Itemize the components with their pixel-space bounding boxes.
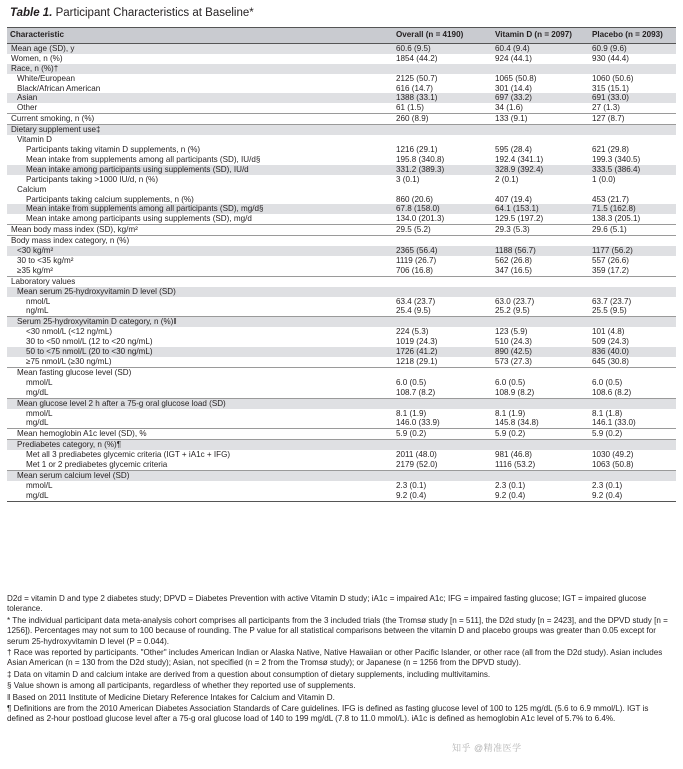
vitamin-d-cell: 890 (42.5) <box>492 347 589 357</box>
characteristic-cell: Dietary supplement use‡ <box>7 125 393 135</box>
characteristic-cell: Mean intake among participants using supplements (SD), IU/d <box>7 165 393 175</box>
placebo-cell: 930 (44.4) <box>592 53 629 63</box>
characteristic-cell: Prediabetes category, n (%)¶ <box>7 440 393 450</box>
characteristic-cell: Other <box>17 103 38 113</box>
characteristic-cell: Participants taking calcium supplements, n (%) <box>26 194 194 204</box>
overall-cell <box>393 317 492 327</box>
table-row <box>7 317 676 327</box>
placebo-cell: 691 (33.0) <box>589 93 676 103</box>
table-row <box>7 491 676 501</box>
table-row <box>7 225 676 236</box>
table-row <box>7 398 676 408</box>
footnote: ¶ Definitions are from the 2010 American Diabetes Association Standards of Care guidelines. IFG is defined as fasting glucose level of 100 to 125 mg/dL (5.6 to 6.9 mmol/L). IGT is defined as 2-hour postload glucose level after a 75-g oral glucose load of 140 to 199 mg/dL (7.8 to 11.0 mmol/L). iA1c is defined as hemoglobin A1c level of 5.7% to 6.4%. <box>7 704 649 724</box>
placebo-cell <box>589 125 676 135</box>
vitamin-d-cell: 407 (19.4) <box>495 194 532 204</box>
vitamin-d-cell: 1065 (50.8) <box>495 73 537 83</box>
overall-cell: 134.0 (201.3) <box>396 214 445 224</box>
table-row <box>7 185 676 195</box>
vitamin-d-cell <box>492 236 589 246</box>
vitamin-d-cell <box>492 185 589 195</box>
placebo-cell: 63.7 (23.7) <box>592 296 632 306</box>
placebo-cell <box>589 398 676 408</box>
overall-cell: 2365 (56.4) <box>393 246 492 256</box>
overall-cell <box>393 135 492 145</box>
placebo-cell: 621 (29.8) <box>592 144 629 154</box>
overall-cell: 860 (20.6) <box>396 194 433 204</box>
characteristic-cell: ≥75 nmol/L (≥30 ng/mL) <box>26 357 112 366</box>
header-vitamin-d: Vitamin D (n = 2097) <box>492 28 589 44</box>
characteristic-cell: mg/dL <box>26 387 49 397</box>
characteristic-cell: Women, n (%) <box>11 53 63 63</box>
vitamin-d-cell <box>492 287 589 297</box>
table-row <box>7 256 676 266</box>
characteristic-cell: Mean glucose level 2 h after a 75-g oral glucose load (SD) <box>7 398 393 408</box>
header-placebo: Placebo (n = 2093) <box>589 28 676 44</box>
overall-cell: 6.0 (0.5) <box>396 377 427 387</box>
characteristic-cell: Calcium <box>17 184 47 194</box>
characteristic-cell: mg/dL <box>26 418 49 428</box>
overall-cell <box>393 287 492 297</box>
vitamin-d-cell: 697 (33.2) <box>492 93 589 103</box>
overall-cell: 3 (0.1) <box>396 174 420 184</box>
overall-cell <box>393 236 492 246</box>
placebo-cell <box>589 135 676 145</box>
table-row <box>7 357 676 367</box>
overall-cell: 61 (1.5) <box>396 103 424 113</box>
footnote: † Race was reported by participants. "Other" includes American Indian or Alaska Native, Native Hawaiian or other Pacific Islander, or other race (all from the D2d study). Asian includes Asian American (n = 130 from the D2d study); Asian, not specified (n = 2 from the Tromsø study); or Japanese (n = 1256 from the DPVD study). <box>7 648 663 668</box>
placebo-cell: 108.6 (8.2) <box>592 387 632 397</box>
vitamin-d-cell: 2 (0.1) <box>495 174 519 184</box>
vitamin-d-cell: 6.0 (0.5) <box>495 377 526 387</box>
placebo-cell: 1 (0.0) <box>592 174 616 184</box>
placebo-cell: 5.9 (0.2) <box>589 429 676 440</box>
placebo-cell: 6.0 (0.5) <box>592 377 623 387</box>
characteristic-cell: 30 to <50 nmol/L (12 to <20 ng/mL) <box>26 337 153 347</box>
placebo-cell <box>589 276 676 286</box>
table-row <box>7 367 676 377</box>
vitamin-d-cell <box>492 470 589 480</box>
overall-cell: 108.7 (8.2) <box>396 387 436 397</box>
header-overall: Overall (n = 4190) <box>393 28 492 44</box>
table-row <box>7 418 676 428</box>
placebo-cell <box>589 185 676 195</box>
table-row <box>7 440 676 450</box>
vitamin-d-cell: 34 (1.6) <box>495 103 523 113</box>
table-row <box>7 135 676 145</box>
characteristic-cell: mmol/L <box>26 408 53 418</box>
characteristic-cell: nmol/L <box>26 296 51 306</box>
vitamin-d-cell: 1116 (53.2) <box>495 460 536 470</box>
characteristic-cell: Body mass index category, n (%) <box>7 236 393 246</box>
overall-cell: 1216 (29.1) <box>396 144 438 154</box>
overall-cell: 9.2 (0.4) <box>393 491 492 501</box>
characteristic-cell: Mean hemoglobin A1c level (SD), % <box>7 429 393 440</box>
vitamin-d-cell: 301 (14.4) <box>495 83 532 93</box>
vitamin-d-cell: 981 (46.8) <box>495 450 532 460</box>
table-row <box>7 409 676 419</box>
overall-cell: 60.6 (9.5) <box>393 43 492 53</box>
characteristic-cell: Mean body mass index (SD), kg/m² <box>7 225 393 236</box>
table-title <box>10 7 254 19</box>
placebo-cell: 29.6 (5.1) <box>589 225 676 236</box>
table-body <box>7 43 676 501</box>
placebo-cell <box>589 64 676 74</box>
placebo-cell: 1060 (50.6) <box>592 73 634 83</box>
table-row <box>7 337 676 347</box>
overall-cell: 1726 (41.2) <box>393 347 492 357</box>
placebo-cell <box>589 236 676 246</box>
table-row <box>7 64 676 74</box>
overall-cell <box>393 276 492 286</box>
characteristic-cell: Mean intake among participants using supplements (SD), mg/d <box>26 214 252 224</box>
overall-cell: 29.5 (5.2) <box>393 225 492 236</box>
overall-cell: 224 (5.3) <box>396 327 429 337</box>
table-row <box>7 306 676 316</box>
table-row <box>7 54 676 64</box>
overall-cell: 25.4 (9.5) <box>396 306 431 316</box>
vitamin-d-cell: 347 (16.5) <box>495 265 532 275</box>
characteristic-cell: <30 kg/m² <box>7 246 393 256</box>
table-row <box>7 460 676 470</box>
characteristic-cell: Asian <box>7 93 393 103</box>
characteristic-cell: White/European <box>17 73 76 83</box>
placebo-cell: 101 (4.8) <box>592 327 625 337</box>
vitamin-d-cell: 562 (26.8) <box>495 255 532 265</box>
characteristic-cell: Mean intake from supplements among all participants (SD), mg/d§ <box>7 204 393 214</box>
characteristic-cell: Met 1 or 2 prediabetes glycemic criteria <box>26 460 168 470</box>
characteristic-cell: Participants taking >1000 IU/d, n (%) <box>26 174 159 184</box>
placebo-cell: 509 (24.3) <box>592 337 629 347</box>
footnote: * The individual participant data meta-analysis cohort comprises all participants from the 3 included trials (the Tromsø study [n = 511], the D2d study [n = 2423], and the DPVD study [n = 1256]). Percentages may not sum to 100 because of rounding. The P value for all statistical comparisons between the vitamin D and placebo groups was greater than 0.05 except for serum 25-hydroxyvitamin D level (P = 0.044). <box>7 615 668 646</box>
characteristic-cell: Mean serum 25-hydroxyvitamin D level (SD) <box>7 287 393 297</box>
placebo-cell <box>589 440 676 450</box>
characteristic-cell: mmol/L <box>26 480 53 490</box>
vitamin-d-cell: 108.9 (8.2) <box>495 387 535 397</box>
placebo-cell: 146.1 (33.0) <box>592 418 636 428</box>
watermark: 知乎 @精准医学 <box>452 743 522 753</box>
overall-cell <box>393 398 492 408</box>
placebo-cell: 1177 (56.2) <box>589 246 676 256</box>
vitamin-d-cell: 8.1 (1.9) <box>495 408 526 418</box>
overall-cell: 2125 (50.7) <box>396 73 438 83</box>
table-header-row <box>7 28 676 44</box>
placebo-cell <box>589 470 676 480</box>
vitamin-d-cell: 129.5 (197.2) <box>495 214 544 224</box>
overall-cell: 1119 (26.7) <box>396 255 437 265</box>
placebo-cell: 315 (15.1) <box>592 83 629 93</box>
overall-cell: 616 (14.7) <box>396 83 433 93</box>
table-row <box>7 175 676 185</box>
characteristic-cell: mg/dL <box>7 491 393 501</box>
vitamin-d-cell <box>492 440 589 450</box>
overall-cell: 67.8 (158.0) <box>393 204 492 214</box>
placebo-cell: 2.3 (0.1) <box>592 480 623 490</box>
footnote: ‡ Data on vitamin D and calcium intake are derived from a question about consumption of dietary supplements, including multivitamins. <box>7 669 491 679</box>
table-row <box>7 103 676 113</box>
vitamin-d-cell: 1188 (56.7) <box>492 246 589 256</box>
overall-cell <box>393 125 492 135</box>
vitamin-d-cell: 60.4 (9.4) <box>492 43 589 53</box>
characteristic-cell: Mean age (SD), y <box>7 43 393 53</box>
vitamin-d-cell: 63.0 (23.7) <box>495 296 535 306</box>
vitamin-d-cell: 924 (44.1) <box>495 53 532 63</box>
header-characteristic: Characteristic <box>7 28 393 44</box>
overall-cell: 1388 (33.1) <box>393 93 492 103</box>
placebo-cell: 71.5 (162.8) <box>589 204 676 214</box>
vitamin-d-cell: 510 (24.3) <box>495 337 532 347</box>
overall-cell: 195.8 (340.8) <box>396 154 445 164</box>
table-row <box>7 74 676 84</box>
table-row <box>7 429 676 440</box>
placebo-cell: 1063 (50.8) <box>592 460 634 470</box>
overall-cell <box>393 185 492 195</box>
table-row <box>7 481 676 491</box>
vitamin-d-cell: 133 (9.1) <box>492 114 589 125</box>
table-row <box>7 125 676 135</box>
table-row <box>7 214 676 224</box>
characteristic-cell: Mean intake from supplements among all participants (SD), IU/d§ <box>26 154 261 164</box>
overall-cell: 2179 (52.0) <box>396 460 438 470</box>
vitamin-d-cell: 328.9 (392.4) <box>492 165 589 175</box>
overall-cell: 146.0 (33.9) <box>396 418 440 428</box>
placebo-cell <box>589 287 676 297</box>
table-row <box>7 155 676 165</box>
characteristic-cell: Current smoking, n (%) <box>7 114 393 125</box>
characteristic-cell: ng/mL <box>26 306 49 316</box>
vitamin-d-cell: 595 (28.4) <box>495 144 532 154</box>
table-footnotes <box>7 594 677 726</box>
placebo-cell: 199.3 (340.5) <box>592 154 641 164</box>
characteristic-cell: mmol/L <box>26 377 53 387</box>
table-row <box>7 287 676 297</box>
table-row <box>7 204 676 214</box>
characteristic-cell: Vitamin D <box>17 135 52 145</box>
placebo-cell: 453 (21.7) <box>592 194 629 204</box>
vitamin-d-cell <box>492 398 589 408</box>
placebo-cell: 9.2 (0.4) <box>589 491 676 501</box>
characteristic-cell: Mean fasting glucose level (SD) <box>7 367 393 377</box>
footnote: D2d = vitamin D and type 2 diabetes study; DPVD = Diabetes Prevention with active Vitamin D study; iA1c = impaired A1c; IFG = impaired fasting glucose; IGT = impaired glucose tolerance. <box>7 594 647 614</box>
vitamin-d-cell: 9.2 (0.4) <box>492 491 589 501</box>
table-row <box>7 43 676 53</box>
overall-cell: 2011 (48.0) <box>396 450 437 460</box>
placebo-cell <box>589 317 676 327</box>
overall-cell: 706 (16.8) <box>396 265 433 275</box>
overall-cell: 8.1 (1.9) <box>396 408 427 418</box>
placebo-cell: 25.5 (9.5) <box>592 306 627 316</box>
table-row <box>7 165 676 175</box>
table-row <box>7 84 676 94</box>
characteristic-cell: Participants taking vitamin D supplements, n (%) <box>26 144 201 154</box>
overall-cell: 1019 (24.3) <box>396 337 438 347</box>
placebo-cell: 8.1 (1.8) <box>592 408 623 418</box>
overall-cell <box>393 470 492 480</box>
placebo-cell <box>589 367 676 377</box>
vitamin-d-cell: 29.3 (5.3) <box>492 225 589 236</box>
placebo-cell: 1030 (49.2) <box>592 450 634 460</box>
table-row <box>7 327 676 337</box>
placebo-cell: 127 (8.7) <box>589 114 676 125</box>
vitamin-d-cell: 5.9 (0.2) <box>492 429 589 440</box>
table-row <box>7 145 676 155</box>
table-row <box>7 266 676 276</box>
table-row <box>7 378 676 388</box>
vitamin-d-cell <box>492 276 589 286</box>
overall-cell: 1854 (44.2) <box>396 53 438 63</box>
placebo-cell: 60.9 (9.6) <box>589 43 676 53</box>
table-row <box>7 450 676 460</box>
overall-cell: 331.2 (389.3) <box>393 165 492 175</box>
overall-cell: 2.3 (0.1) <box>396 480 427 490</box>
table-label: Table 1. <box>10 7 53 19</box>
table-row <box>7 195 676 205</box>
characteristic-cell: Black/African American <box>17 83 101 93</box>
placebo-cell: 138.3 (205.1) <box>592 214 641 224</box>
vitamin-d-cell: 145.8 (34.8) <box>495 418 539 428</box>
overall-cell <box>393 367 492 377</box>
table-row <box>7 114 676 125</box>
table-row <box>7 297 676 307</box>
placebo-cell: 27 (1.3) <box>592 103 620 113</box>
vitamin-d-cell <box>492 317 589 327</box>
vitamin-d-cell <box>492 125 589 135</box>
overall-cell <box>393 64 492 74</box>
vitamin-d-cell <box>492 135 589 145</box>
placebo-cell: 645 (30.8) <box>592 357 629 366</box>
characteristic-cell: 50 to <75 nmol/L (20 to <30 ng/mL) <box>7 347 393 357</box>
table-title-text: Participant Characteristics at Baseline* <box>55 7 254 19</box>
characteristic-cell: Laboratory values <box>7 276 393 286</box>
characteristic-cell: ≥35 kg/m² <box>17 265 53 275</box>
vitamin-d-cell: 192.4 (341.1) <box>495 154 544 164</box>
participant-characteristics-table <box>7 27 676 502</box>
placebo-cell: 333.5 (386.4) <box>589 165 676 175</box>
overall-cell: 260 (8.9) <box>393 114 492 125</box>
vitamin-d-cell: 25.2 (9.5) <box>495 306 530 316</box>
vitamin-d-cell: 123 (5.9) <box>495 327 528 337</box>
table-row <box>7 347 676 357</box>
placebo-cell: 359 (17.2) <box>592 265 629 275</box>
table-row <box>7 276 676 286</box>
vitamin-d-cell: 2.3 (0.1) <box>495 480 526 490</box>
vitamin-d-cell: 64.1 (153.1) <box>492 204 589 214</box>
characteristic-cell: Serum 25-hydroxyvitamin D category, n (%)‖ <box>7 317 393 327</box>
table-row <box>7 236 676 246</box>
placebo-cell: 557 (26.6) <box>592 255 629 265</box>
overall-cell <box>393 440 492 450</box>
footnote: ‖ Based on 2011 Institute of Medicine Dietary Reference Intakes for Calcium and Vitamin D. <box>7 692 335 702</box>
table-row <box>7 470 676 480</box>
footnote: § Value shown is among all participants, regardless of whether they reported use of supplements. <box>7 681 356 691</box>
characteristic-cell: 30 to <35 kg/m² <box>17 255 74 265</box>
characteristic-cell: Met all 3 prediabetes glycemic criteria (IGT + iA1c + IFG) <box>26 450 231 460</box>
characteristic-cell: <30 nmol/L (<12 ng/mL) <box>26 327 113 337</box>
vitamin-d-cell <box>492 367 589 377</box>
vitamin-d-cell: 573 (27.3) <box>495 357 532 366</box>
overall-cell: 1218 (29.1) <box>396 357 438 366</box>
characteristic-cell: Mean serum calcium level (SD) <box>7 470 393 480</box>
table-row <box>7 388 676 398</box>
table-row <box>7 93 676 103</box>
overall-cell: 63.4 (23.7) <box>396 296 436 306</box>
vitamin-d-cell <box>492 64 589 74</box>
overall-cell: 5.9 (0.2) <box>393 429 492 440</box>
table-row <box>7 246 676 256</box>
characteristic-cell: Race, n (%)† <box>7 64 393 74</box>
placebo-cell: 836 (40.0) <box>589 347 676 357</box>
